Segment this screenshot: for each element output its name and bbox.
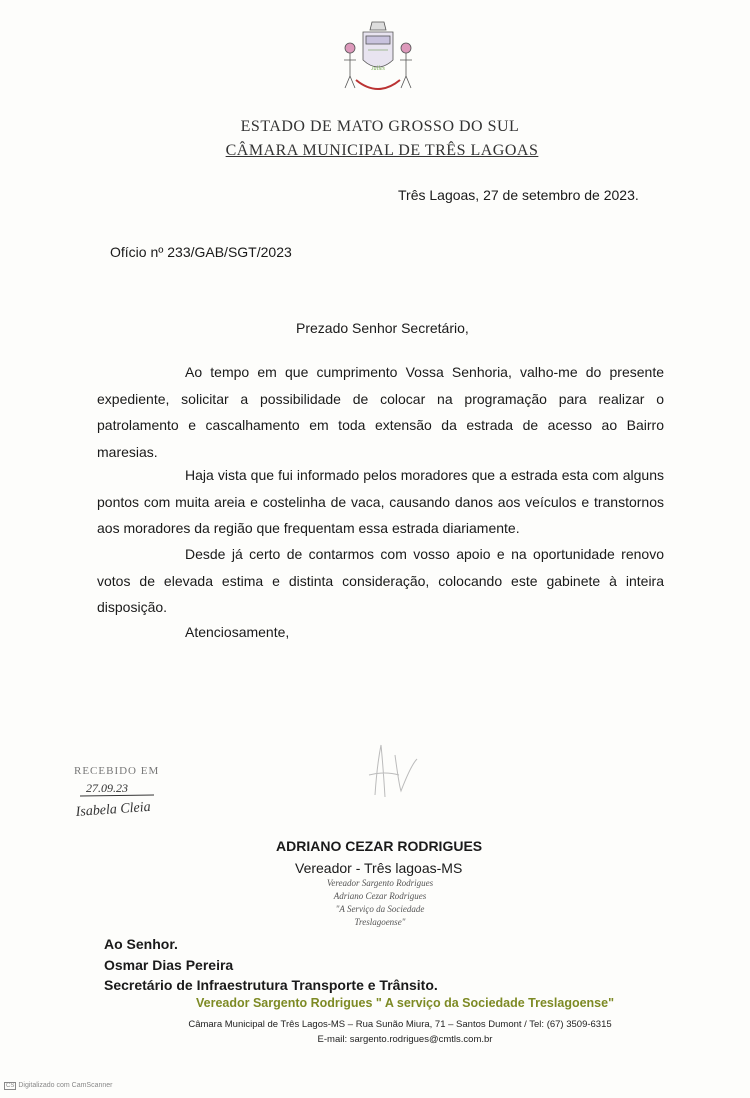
footer-address: Câmara Municipal de Três Lagos-MS – Rua Sunão Miura, 71 – Santos Dumont / Tel: (67) 3509-6315	[188, 1019, 612, 1030]
chamber-heading: CÂMARA MUNICIPAL DE TRÊS LAGOAS	[225, 142, 539, 159]
signatory-stamp	[300, 877, 460, 929]
handwritten-signature-icon	[355, 735, 435, 805]
letter-closing: Atenciosamente,	[185, 624, 290, 640]
stamp-line: "A Serviço da Sociedade	[335, 904, 425, 914]
coat-of-arms-icon	[328, 18, 428, 100]
footer-motto: Vereador Sargento Rodrigues " A serviço da Sociedade Treslagoense"	[195, 996, 615, 1010]
addressee-name: Osmar Dias Pereira	[104, 957, 234, 973]
paragraph-text: Desde já certo de contarmos com vosso apoio e na oportunidade renovo votos de elevada estima e distinta consideração, colocando este gabinete à inteira disposição.	[97, 546, 664, 615]
letter-date: Três Lagoas, 27 de setembro de 2023.	[398, 187, 639, 203]
received-date: 27.09.23	[86, 781, 128, 795]
letter-paragraph	[97, 359, 664, 465]
paragraph-text: Haja vista que fui informado pelos moradores que a estrada esta com alguns pontos com muita areia e costelinha de vaca, causando danos aos veículos e transtornos aos moradores da região que frequentam essa estrada diariamente.	[97, 467, 664, 536]
stamp-line: Vereador Sargento Rodrigues	[326, 878, 434, 888]
signatory-role: Vereador - Três lagoas-MS	[295, 860, 463, 876]
scanner-watermark	[4, 1082, 113, 1090]
camscanner-icon: CS	[6, 1083, 15, 1089]
received-stamp	[72, 760, 222, 830]
addressee-salutation: Ao Senhor.	[104, 936, 178, 952]
state-heading: ESTADO DE MATO GROSSO DO SUL	[240, 118, 520, 135]
received-label: RECEBIDO EM	[74, 765, 160, 777]
letter-paragraph	[97, 462, 664, 542]
signatory-name: ADRIANO CEZAR RODRIGUES	[276, 838, 483, 854]
stamp-line: Adriano Cezar Rodrigues	[333, 891, 427, 901]
letter-reference: Ofício nº 233/GAB/SGT/2023	[110, 244, 292, 260]
letter-greeting: Prezado Senhor Secretário,	[296, 320, 469, 336]
svg-text:Jalles: Jalles	[371, 66, 385, 72]
stamp-line: Treslagoense"	[354, 917, 406, 927]
scanner-text: Digitalizado com CamScanner	[18, 1082, 113, 1089]
footer-email: E-mail: sargento.rodrigues@cmtls.com.br	[317, 1034, 493, 1045]
letter-paragraph	[97, 541, 664, 621]
paragraph-text: Ao tempo em que cumprimento Vossa Senhoria, valho-me do presente expediente, solicitar a possibilidade de colocar na programação para realizar o patrolamento e cascalhamento em toda extensão da estrada de acesso ao Bairro maresias.	[97, 364, 664, 460]
addressee-title: Secretário de Infraestrutura Transporte e Trânsito.	[104, 977, 438, 993]
received-signature: Isabela Cleia	[75, 799, 152, 820]
